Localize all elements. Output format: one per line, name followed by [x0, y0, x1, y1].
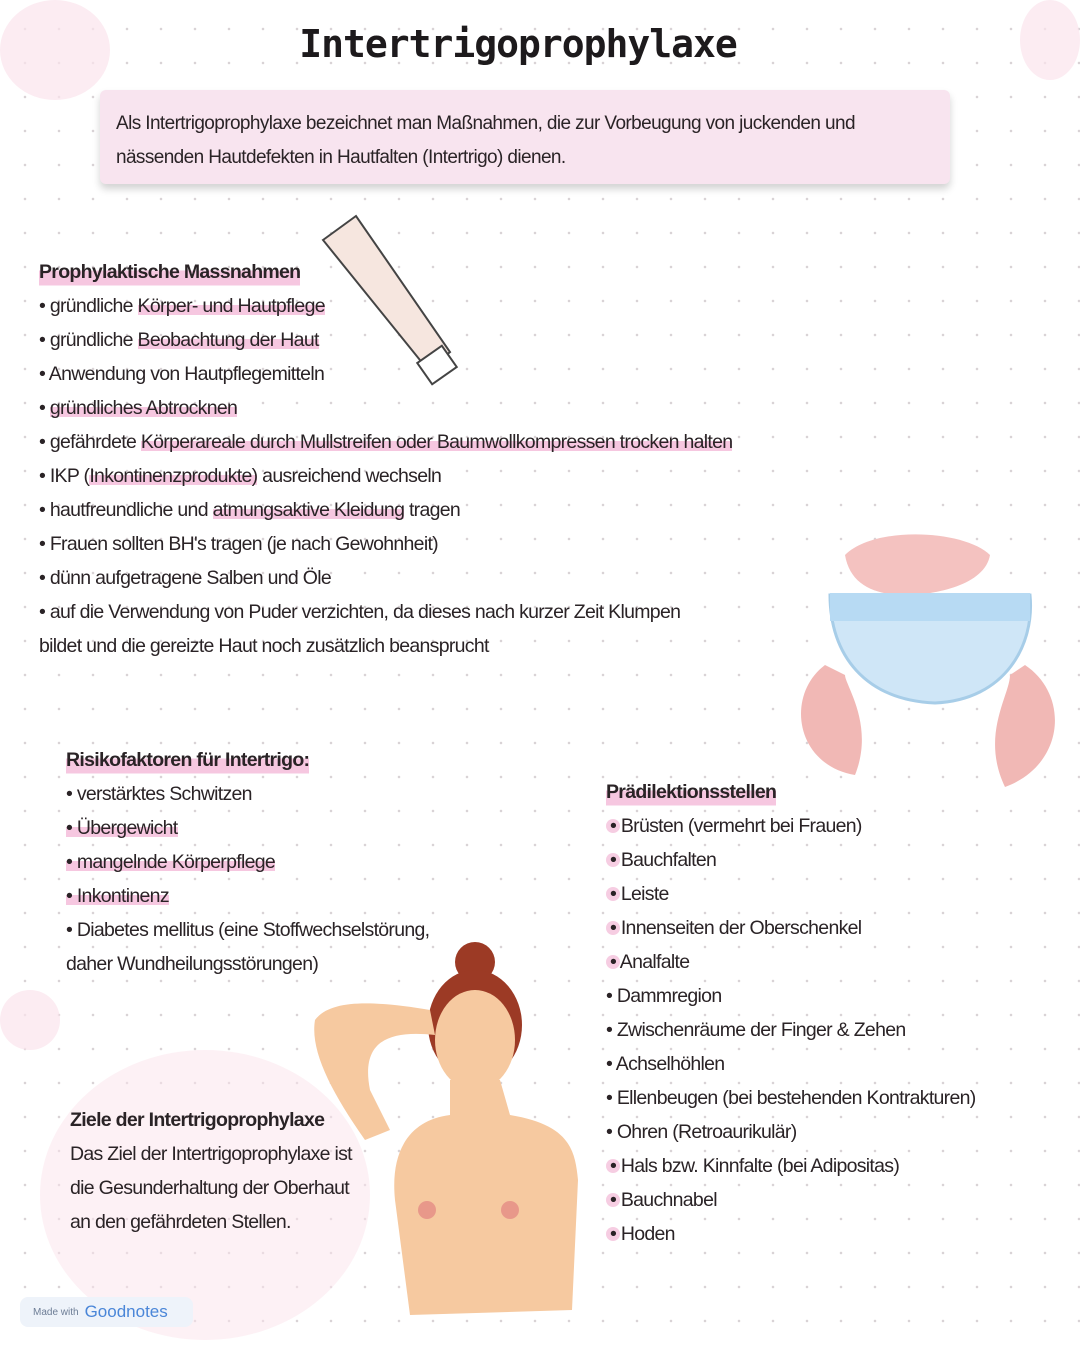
- item-text: •: [39, 397, 50, 419]
- item-text: bildet und die gereizte Haut noch zusätzlich beansprucht: [39, 635, 489, 657]
- item-text: • Zwischenräume der Finger & Zehen: [606, 1019, 906, 1041]
- list-item: [39, 357, 732, 391]
- intro-box: Als Intertrigoprophylaxe bezeichnet man Maßnahmen, die zur Vorbeugung von juckenden und nässenden Hautdefekten in Hautfalten (Intertrigo) dienen.: [100, 90, 950, 184]
- item-text: gründliches Abtrocknen: [49, 397, 238, 419]
- item-text: • Hals bzw. Kinnfalte (bei Adipositas): [610, 1155, 900, 1177]
- list-item: [66, 879, 429, 913]
- list-item: [606, 979, 976, 1013]
- item-text: • verstärktes Schwitzen: [66, 783, 252, 805]
- goal-line: die Gesunderhaltung der Oberhaut: [70, 1177, 349, 1199]
- item-text: • Innenseiten der Oberschenkel: [610, 917, 862, 939]
- item-text: Körper- und Hautpflege: [137, 295, 325, 317]
- list-item: [39, 493, 732, 527]
- decor-blob: [0, 990, 60, 1050]
- list-item: [606, 843, 976, 877]
- list-item: [39, 595, 732, 629]
- list-item: [39, 289, 732, 323]
- item-text: • mangelnde Körperpflege: [66, 851, 276, 873]
- list-item: [39, 425, 732, 459]
- goal-line: Das Ziel der Intertrigoprophylaxe ist: [70, 1143, 352, 1165]
- list-item: [39, 323, 732, 357]
- item-text: ausreichend wechseln: [257, 465, 442, 487]
- item-text: • Diabetes mellitus (eine Stoffwechselstörung,: [66, 919, 430, 941]
- item-text: • Inkontinenz: [66, 885, 169, 907]
- item-text: • Bauchfalten: [610, 849, 717, 871]
- item-text: • gefährdete: [39, 431, 141, 453]
- diaper-baby-illustration: [785, 525, 1070, 795]
- item-text: • Brüsten (vermehrt bei Frauen): [610, 815, 862, 837]
- list-item: [39, 391, 732, 425]
- sites-section: [606, 775, 976, 1251]
- list-item: [606, 809, 976, 843]
- list-item: [606, 911, 976, 945]
- item-text: • Übergewicht: [66, 817, 178, 839]
- item-text: daher Wundheilungsstörungen): [66, 953, 319, 975]
- item-text: • hautfreundliche und: [39, 499, 213, 521]
- item-text: Inkontinenzprodukte): [89, 465, 258, 487]
- list-item: [606, 1013, 976, 1047]
- list-item: [66, 811, 429, 845]
- list-item: [606, 877, 976, 911]
- prophylaxis-section: [39, 255, 732, 663]
- item-text: • Hoden: [610, 1223, 675, 1245]
- list-item: [606, 1047, 976, 1081]
- goodnotes-badge[interactable]: [20, 1297, 193, 1327]
- page-title: Intertrigoprophylaxe: [299, 22, 737, 66]
- item-text: Körperareale durch Mullstreifen oder Baumwollkompressen trocken halten: [140, 431, 733, 453]
- item-text: tragen: [404, 499, 461, 521]
- item-text: • dünn aufgetragene Salben und Öle: [39, 567, 332, 589]
- list-item: [39, 561, 732, 595]
- item-text: Beobachtung der Haut: [137, 329, 319, 351]
- item-text: • IKP (: [39, 465, 90, 487]
- list-item: [39, 459, 732, 493]
- goals-section: [70, 1103, 352, 1239]
- list-item: [66, 777, 429, 811]
- item-text: • Ohren (Retroaurikulär): [606, 1121, 797, 1143]
- item-text: • Anwendung von Hautpflegemitteln: [39, 363, 325, 385]
- prophylaxis-heading: Prophylaktische Massnahmen: [39, 255, 300, 289]
- goals-heading: Ziele der Intertrigoprophylaxe: [70, 1109, 325, 1131]
- list-item: [39, 629, 732, 663]
- item-text: • Analfalte: [610, 951, 690, 973]
- item-text: • Leiste: [610, 883, 669, 905]
- list-item: [606, 1217, 976, 1251]
- risk-heading: Risikofaktoren für Intertrigo:: [66, 743, 309, 777]
- item-text: • auf die Verwendung von Puder verzichten, da dieses nach kurzer Zeit Klumpen: [39, 601, 681, 623]
- item-text: • Achselhöhlen: [606, 1053, 725, 1075]
- made-with-label: Made with: [33, 1306, 79, 1318]
- list-item: [606, 1149, 976, 1183]
- item-text: atmungsaktive Kleidung: [212, 499, 405, 521]
- goodnotes-logo: Goodnotes: [84, 1302, 168, 1321]
- item-text: • gründliche: [39, 295, 138, 317]
- item-text: • Bauchnabel: [610, 1189, 717, 1211]
- list-item: [606, 945, 976, 979]
- item-text: • Frauen sollten BH's tragen (je nach Gewohnheit): [39, 533, 438, 555]
- list-item: [39, 527, 732, 561]
- list-item: [66, 845, 429, 879]
- goal-line: an den gefährdeten Stellen.: [70, 1211, 291, 1233]
- item-text: • Dammregion: [606, 985, 722, 1007]
- list-item: [606, 1183, 976, 1217]
- item-text: • gründliche: [39, 329, 138, 351]
- item-text: • Ellenbeugen (bei bestehenden Kontrakturen): [606, 1087, 976, 1109]
- list-item: [606, 1081, 976, 1115]
- list-item: [606, 1115, 976, 1149]
- sites-heading: Prädilektionsstellen: [606, 775, 776, 809]
